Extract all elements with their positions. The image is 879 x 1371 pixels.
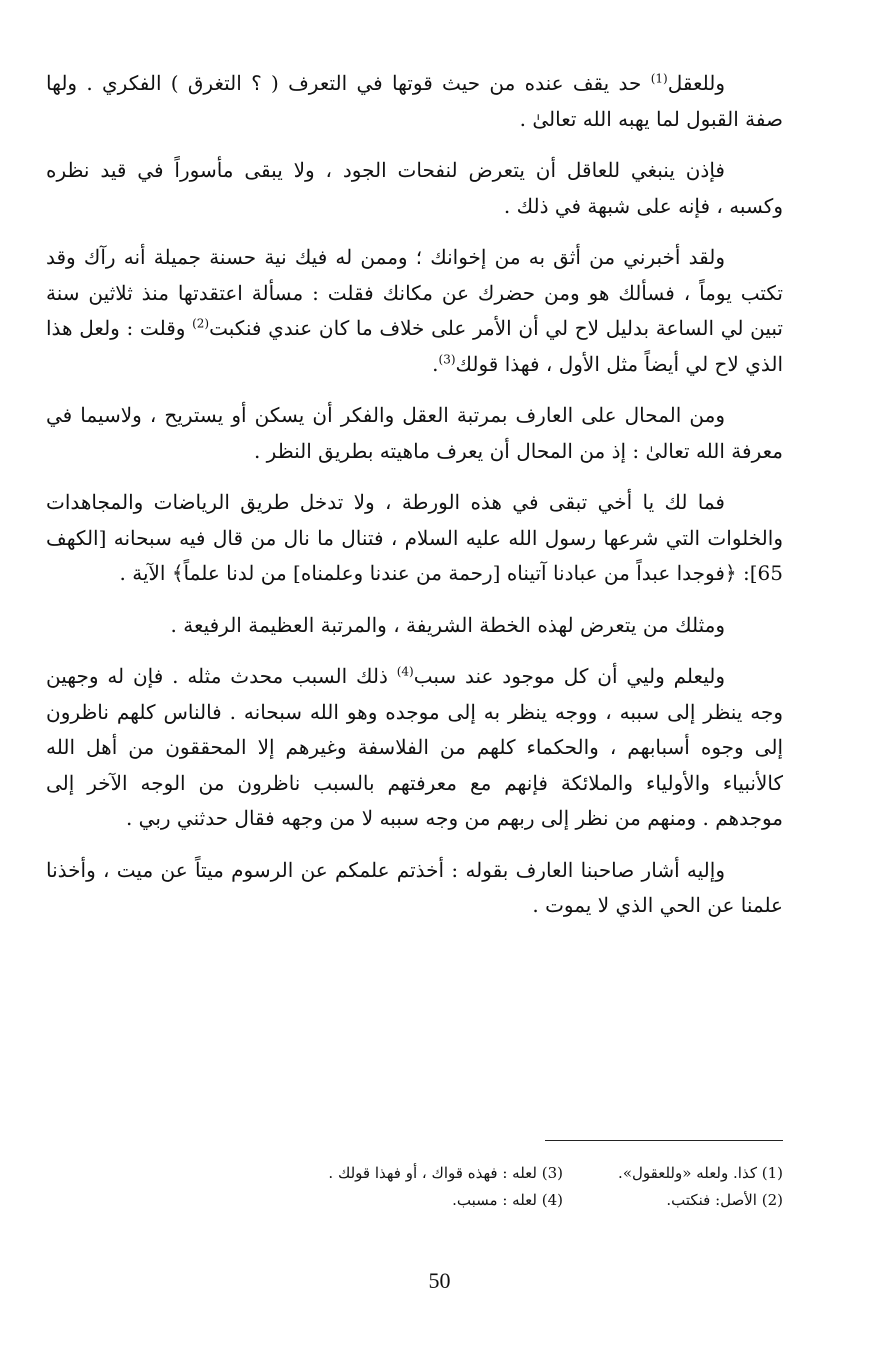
paragraph-text: ذلك السبب محدث مثله . فإن له وجهين وجه ينظر إلى سببه ، ووجه ينظر به إلى موجده وهو الله سبحانه . فالناس كلهم ناظرون إلى وجوه أسبابهم ، والحكماء كلهم من الفلاسفة وغيرهم إلا المحققون من أهل الله كالأنبياء والأولياء والملائكة فإنهم مع معرفتهم بالسبب ناظرون من الوجه الآخر إلى موجدهم . ومنهم من نظر إلى ربهم من وجه سببه لا من وجهه فقال حدثني ربي . (46, 664, 783, 830)
paragraph-1 (46, 66, 783, 137)
paragraph-text: ومثلك من يتعرض لهذه الخطة الشريفة ، والمرتبة العظيمة الرفيعة . (170, 612, 725, 637)
paragraph-text: وليعلم وليي أن كل موجود عند سبب (413, 664, 725, 688)
page-body (46, 66, 783, 940)
footnote-ref-3: (3) (438, 351, 456, 366)
footnotes (103, 1160, 783, 1214)
paragraph-text: وإليه أشار صاحبنا العارف بقوله : أخذتم علمكم عن الرسوم ميتاً عن ميت ، وأخذنا علمنا عن الحي الذي لا يموت . (46, 857, 783, 917)
paragraph-5 (46, 485, 783, 592)
paragraph-6 (46, 608, 783, 644)
footnote-1: (1) كذا. ولعله «وللعقول». (618, 1164, 783, 1182)
footnote-ref-4: (4) (396, 664, 414, 679)
paragraph-text: ولقد أخبرني من أثق به من إخوانك ؛ وممن له فيك نية حسنة جميلة أنه رآك وقد تكتب يوماً ، فسألك هو ومن حضرك عن مكانك فقلت : مسألة اعتقدتها منذ ثلاثين سنة تبين لي الساعة بدليل لاح لي أن الأمر على خلاف ما كان عندي فنكبت (46, 245, 784, 340)
paragraph-text: حد يقف عنده من حيث قوتها في التعرف ( ؟ التغرق ) الفكري . ولها صفة القبول لما يهبه الله تعالىٰ . (46, 71, 783, 131)
paragraph-text: وللعقل (667, 71, 725, 95)
paragraph-7 (46, 659, 783, 837)
paragraph-2 (46, 153, 783, 224)
footnote-ref-1: (1) (650, 71, 668, 86)
paragraph-text: فما لك يا أخي تبقى في هذه الورطة ، ولا تدخل طريق الرياضات والمجاهدات والخلوات التي شرعها رسول الله عليه السلام ، فتنال ما نال من قال فيه سبحانه [الكهف 65]: ﴿فوجدا عبداً من عبادنا آتيناه [رحمة من عندنا وعلمناه] من لدنا علماً﴾ الآية . (46, 490, 783, 585)
footnote-ref-2: (2) (192, 316, 210, 331)
paragraph-text: فإذن ينبغي للعاقل أن يتعرض لنفحات الجود ، ولا يبقى مأسوراً في قيد نظره وكسبه ، فإنه على شبهة في ذلك . (46, 158, 783, 218)
footnote-separator (545, 1140, 783, 1141)
footnote-3: (3) لعله : فهذه قواك ، أو فهذا قولك . (328, 1164, 563, 1182)
footnote-row (103, 1187, 783, 1214)
paragraph-8 (46, 853, 783, 924)
footnote-row (103, 1160, 783, 1187)
paragraph-4 (46, 398, 783, 469)
paragraph-text: . (432, 351, 439, 376)
paragraph-text: ومن المحال على العارف بمرتبة العقل والفكر أن يسكن أو يستريح ، ولاسيما في معرفة الله تعالىٰ : إذ من المحال أن يعرف ماهيته بطريق النظر . (46, 403, 783, 463)
page-number: 50 (428, 1268, 451, 1293)
footnote-2: (2) الأصل: فنكتب. (666, 1191, 783, 1209)
paragraph-3 (46, 240, 783, 382)
footnote-4: (4) لعله : مسبب. (452, 1191, 563, 1209)
paragraph-text: وقلت : ولعل هذا الذي لاح لي أيضاً مثل الأول ، فهذا قولك (46, 316, 783, 376)
